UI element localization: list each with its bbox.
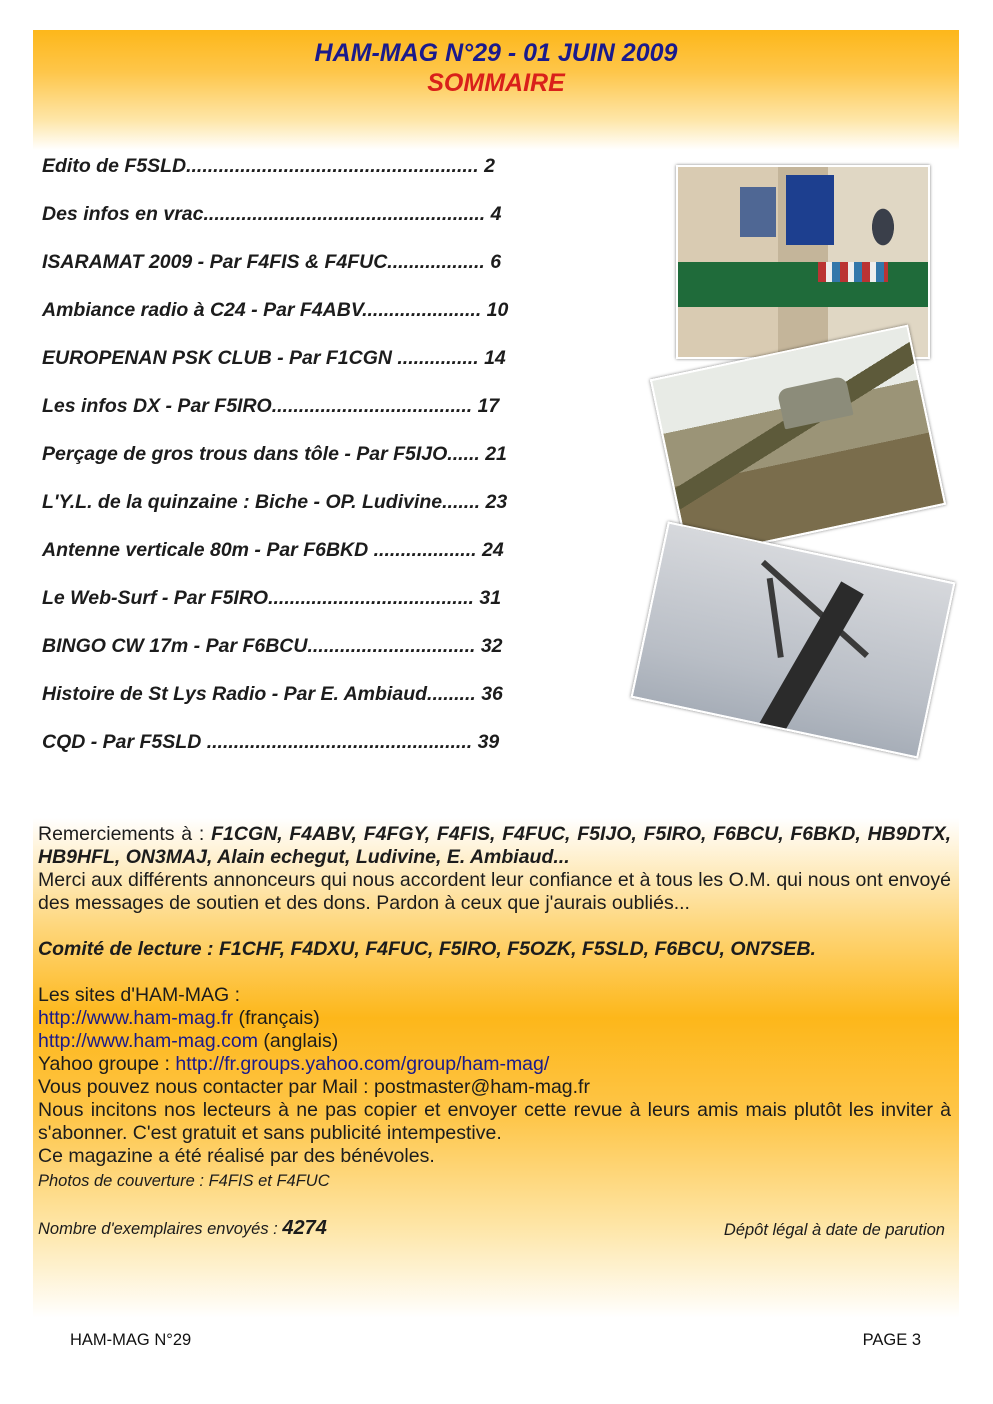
antenna-pole-shape (746, 581, 864, 758)
count-row (38, 1214, 951, 1240)
sites-label: Les sites d'HAM-MAG : (38, 984, 241, 1006)
info-panel (33, 818, 959, 1318)
count-label: Nombre d'exemplaires envoyés : (38, 1220, 283, 1238)
toc-entry[interactable]: Perçage de gros trous dans tôle - Par F5IJO...... 21 (42, 443, 507, 465)
count-label-wrap (38, 1217, 327, 1240)
thanks-names: F1CGN, F4ABV, F4FGY, F4FIS, F4FUC, F5IJO, F5IRO, F6BCU, F6BKD, HB9DTX, HB9HFL, ON3MAJ, Alain echegut, Ludivine, E. Ambiaud... (38, 823, 952, 868)
toc-entry[interactable]: Le Web-Surf - Par F5IRO...................................... 31 (42, 587, 502, 609)
count-value: 4274 (282, 1217, 327, 1239)
site-fr-link[interactable]: http://www.ham-mag.fr (38, 1007, 234, 1029)
merci-paragraph: Merci aux différents annonceurs qui nous accordent leur confiance et à tous les O.M. qui nous ont envoyé des messages de soutien et des dons. Pardon à ceux que j'aurais oubliés... (38, 869, 951, 914)
magazine-rack-shape (818, 262, 888, 282)
site-fr-note: (français) (233, 1007, 320, 1029)
depot-legal: Dépôt légal à date de parution (723, 1221, 945, 1239)
photo-antenna (631, 521, 956, 758)
magazine-title: HAM-MAG N°29 - 01 JUIN 2009 (314, 39, 678, 67)
yahoo-label: Yahoo groupe : (38, 1053, 176, 1075)
toc-entry[interactable]: Edito de F5SLD...................................................... 2 (42, 155, 495, 177)
toc-entry[interactable]: Les infos DX - Par F5IRO..................................... 17 (42, 395, 500, 417)
toc-entry[interactable]: Des infos en vrac.................................................... 4 (42, 203, 502, 225)
contact-line: Vous pouvez nous contacter par Mail : postmaster@ham-mag.fr (38, 1076, 590, 1098)
toc-entry[interactable]: Ambiance radio à C24 - Par F4ABV...................... 10 (42, 299, 509, 321)
comite-paragraph: Comité de lecture : F1CHF, F4DXU, F4FUC, F5IRO, F5OZK, F5SLD, F6BCU, ON7SEB. (38, 938, 816, 960)
bunker-shape (777, 376, 854, 430)
photo-bunker (650, 325, 946, 560)
thanks-paragraph (38, 823, 951, 869)
footer-page-number: PAGE 3 (862, 1331, 921, 1349)
thanks-label: Remerciements à : (38, 823, 212, 845)
footer-issue: HAM-MAG N°29 (70, 1331, 192, 1349)
table-of-contents (42, 152, 642, 776)
toc-entry[interactable]: Antenne verticale 80m - Par F6BKD ................... 24 (42, 539, 504, 561)
page-heading: SOMMAIRE (427, 69, 565, 97)
poster-shape (740, 187, 776, 237)
toc-entry[interactable]: ISARAMAT 2009 - Par F4FIS & F4FUC.................. 6 (42, 251, 502, 273)
yahoo-link[interactable]: http://fr.groups.yahoo.com/group/ham-mag/ (175, 1053, 550, 1075)
header-banner (33, 30, 959, 150)
photos-credit: Photos de couverture : F4FIS et F4FUC (38, 1172, 330, 1190)
site-com-note: (anglais) (257, 1030, 339, 1052)
incitons-paragraph: Nous incitons nos lecteurs à ne pas copier et envoyer cette revue à leurs amis mais plutôt les inviter à s'abonner. C'est gratuit et sans publicité intempestive. (38, 1099, 951, 1144)
poster-shape (786, 175, 834, 245)
toc-entry[interactable]: EUROPENAN PSK CLUB - Par F1CGN ............... 14 (42, 347, 506, 369)
yahoo-line (38, 1053, 951, 1076)
toc-entry[interactable]: Histoire de St Lys Radio - Par E. Ambiaud......... 36 (42, 683, 503, 705)
antenna-arm-shape (767, 578, 784, 658)
site-com-link[interactable]: http://www.ham-mag.com (38, 1030, 258, 1052)
site-fr-line (38, 1007, 951, 1030)
benevoles-line: Ce magazine a été réalisé par des bénévoles. (38, 1145, 435, 1167)
toc-entry[interactable]: BINGO CW 17m - Par F6BCU............................... 32 (42, 635, 503, 657)
toc-entry[interactable]: L'Y.L. de la quinzaine : Biche - OP. Ludivine....... 23 (42, 491, 508, 513)
toc-entry[interactable]: CQD - Par F5SLD ................................................. 39 (42, 731, 500, 753)
site-com-line (38, 1030, 951, 1053)
